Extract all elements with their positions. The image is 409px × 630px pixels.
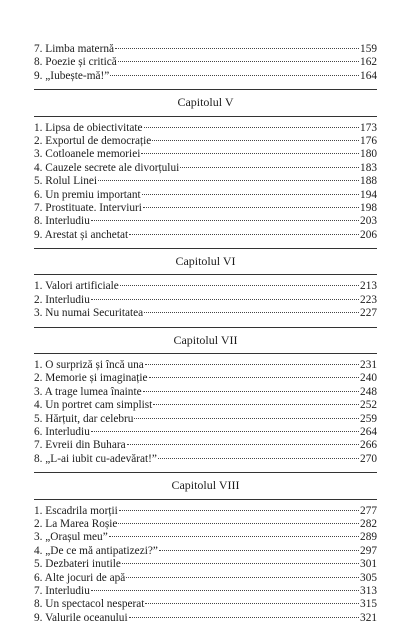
toc-entry: [34, 585, 377, 598]
entry-title: 3. A trage lumea înainte: [34, 385, 142, 398]
page-number: 206: [360, 228, 377, 241]
entry-title: 6. Alte jocuri de apă: [34, 571, 126, 584]
toc-entry: [34, 426, 377, 439]
toc-entry: [34, 612, 377, 625]
dot-leader: [152, 140, 359, 141]
page-number: 159: [360, 43, 377, 55]
toc-entry: [34, 558, 377, 571]
dot-leader: [91, 431, 359, 432]
page-number: 223: [360, 293, 377, 306]
page-number: 259: [360, 412, 377, 425]
dot-leader: [159, 550, 359, 551]
dot-leader: [110, 75, 359, 76]
dot-leader: [153, 404, 359, 405]
page-number: 180: [360, 148, 377, 161]
toc-entry: [34, 294, 377, 307]
dot-leader: [119, 510, 359, 511]
page-number: 266: [360, 439, 377, 452]
dot-leader: [158, 458, 359, 459]
toc-entry: [34, 43, 377, 56]
chapter-heading: Capitolul VI: [175, 254, 236, 269]
page-number: 277: [360, 504, 377, 517]
toc-entry: [34, 359, 377, 372]
chapter-heading: Capitolul VII: [173, 332, 238, 347]
dot-leader: [118, 61, 359, 62]
table-of-contents: [34, 43, 377, 625]
page-number: 203: [360, 215, 377, 228]
toc-entry: [34, 280, 377, 293]
chapter-heading: Capitolul V: [177, 95, 234, 110]
toc-entry: [34, 122, 377, 135]
page-number: 321: [360, 611, 377, 624]
toc-entry: [34, 70, 377, 83]
dot-leader: [118, 523, 359, 524]
heading-divider: [34, 353, 377, 354]
dot-leader: [91, 220, 359, 221]
page-number: 213: [360, 280, 377, 293]
dot-leader: [149, 377, 359, 378]
page-number: 315: [360, 598, 377, 611]
toc-entry: [34, 531, 377, 544]
page-number: 194: [360, 188, 377, 201]
toc-entry: [34, 162, 377, 175]
toc-entry: [34, 372, 377, 385]
page-number: 248: [360, 385, 377, 398]
entry-title: 4. Un portret cam simplist: [34, 399, 153, 412]
toc-section: [34, 43, 377, 83]
toc-section: [34, 327, 377, 467]
entry-title: 8. Poezie și critică: [34, 56, 117, 69]
dot-leader: [120, 285, 359, 286]
toc-entry: [34, 202, 377, 215]
page-number: 289: [360, 531, 377, 544]
page-number: 264: [360, 425, 377, 438]
entry-title: 1. Escadrila morții: [34, 504, 118, 517]
page-number: 173: [360, 121, 377, 134]
page-number: 183: [360, 161, 377, 174]
chapter-heading: Capitolul VIII: [171, 478, 240, 493]
dot-leader: [141, 153, 359, 154]
dot-leader: [144, 127, 360, 128]
page-number: 164: [360, 69, 377, 82]
toc-entry: [34, 135, 377, 148]
section-divider: [34, 472, 377, 473]
toc-entry: [34, 572, 377, 585]
toc-entry: [34, 413, 377, 426]
heading-divider: [34, 274, 377, 275]
entry-title: 5. Hărțuit, dar celebru: [34, 412, 134, 425]
toc-section: [34, 89, 377, 242]
toc-section: [34, 248, 377, 321]
section-divider: [34, 248, 377, 249]
toc-entry: [34, 439, 377, 452]
toc-entry: [34, 505, 377, 518]
section-divider: [34, 89, 377, 90]
toc-entry: [34, 545, 377, 558]
entry-title: 6. Interludiu: [34, 425, 90, 438]
entry-title: 9. Arestat și anchetat: [34, 228, 129, 241]
page-number: 227: [360, 307, 377, 320]
page-number: 162: [360, 56, 377, 69]
dot-leader: [109, 536, 359, 537]
section-divider: [34, 327, 377, 328]
dot-leader: [142, 194, 359, 195]
dot-leader: [143, 207, 359, 208]
dot-leader: [144, 312, 359, 313]
page-number: 240: [360, 372, 377, 385]
page-number: 282: [360, 517, 377, 530]
dot-leader: [126, 577, 359, 578]
entry-title: 8. „L-ai iubit cu-adevărat!”: [34, 452, 157, 465]
dot-leader: [127, 444, 359, 445]
entry-title: 2. Exportul de democrație: [34, 134, 152, 147]
entry-title: 1. Valori artificiale: [34, 280, 119, 293]
toc-entry: [34, 386, 377, 399]
dot-leader: [180, 167, 359, 168]
page-number: 176: [360, 134, 377, 147]
entry-title: 7. Limba maternă: [34, 43, 114, 55]
dot-leader: [145, 364, 359, 365]
entry-title: 6. Un premiu important: [34, 188, 141, 201]
entry-title: 4. „De ce mă antipatizezi?”: [34, 544, 158, 557]
entry-title: 7. Prostituate. Interviuri: [34, 201, 142, 214]
page-number: 305: [360, 571, 377, 584]
page-number: 313: [360, 584, 377, 597]
toc-entry: [34, 399, 377, 412]
toc-entry: [34, 215, 377, 228]
toc-entry: [34, 598, 377, 611]
heading-divider: [34, 116, 377, 117]
toc-entry: [34, 229, 377, 242]
entry-title: 9. „Iubește-mă!”: [34, 69, 110, 82]
toc-entry: [34, 453, 377, 466]
page-number: 270: [360, 452, 377, 465]
toc-entry: [34, 175, 377, 188]
toc-entry: [34, 189, 377, 202]
dot-leader: [134, 418, 359, 419]
page-number: 188: [360, 175, 377, 188]
entry-title: 3. Cotloanele memoriei: [34, 148, 141, 161]
dot-leader: [145, 603, 359, 604]
page-number: 198: [360, 201, 377, 214]
dot-leader: [122, 563, 359, 564]
entry-title: 9. Valurile oceanului: [34, 611, 128, 624]
toc-entry: [34, 56, 377, 69]
dot-leader: [129, 234, 359, 235]
dot-leader: [143, 391, 359, 392]
toc-entry: [34, 148, 377, 161]
entry-title: 1. O surpriză și încă una: [34, 359, 144, 372]
toc-entry: [34, 518, 377, 531]
dot-leader: [115, 48, 359, 49]
entry-title: 2. Memorie și imaginație: [34, 372, 148, 385]
page-number: 297: [360, 544, 377, 557]
entry-title: 2. Interludiu: [34, 293, 90, 306]
entry-title: 1. Lipsa de obiectivitate: [34, 121, 143, 134]
page-number: 301: [360, 558, 377, 571]
entry-title: 8. Interludiu: [34, 215, 90, 228]
entry-title: 3. „Orașul meu”: [34, 531, 108, 544]
entry-title: 5. Dezbateri inutile: [34, 558, 121, 571]
entry-title: 8. Un spectacol nesperat: [34, 598, 145, 611]
page-number: 231: [360, 359, 377, 372]
entry-title: 7. Evreii din Buhara: [34, 439, 126, 452]
dot-leader: [129, 617, 359, 618]
entry-title: 5. Rolul Linei: [34, 175, 98, 188]
entry-title: 3. Nu numai Securitatea: [34, 307, 144, 320]
dot-leader: [91, 299, 359, 300]
entry-title: 4. Cauzele secrete ale divorțului: [34, 161, 180, 174]
toc-section: [34, 472, 377, 625]
toc-entry: [34, 307, 377, 320]
entry-title: 7. Interludiu: [34, 584, 90, 597]
entry-title: 2. La Marea Roșie: [34, 517, 118, 530]
heading-divider: [34, 499, 377, 500]
page-number: 252: [360, 399, 377, 412]
dot-leader: [98, 180, 359, 181]
dot-leader: [91, 590, 359, 591]
